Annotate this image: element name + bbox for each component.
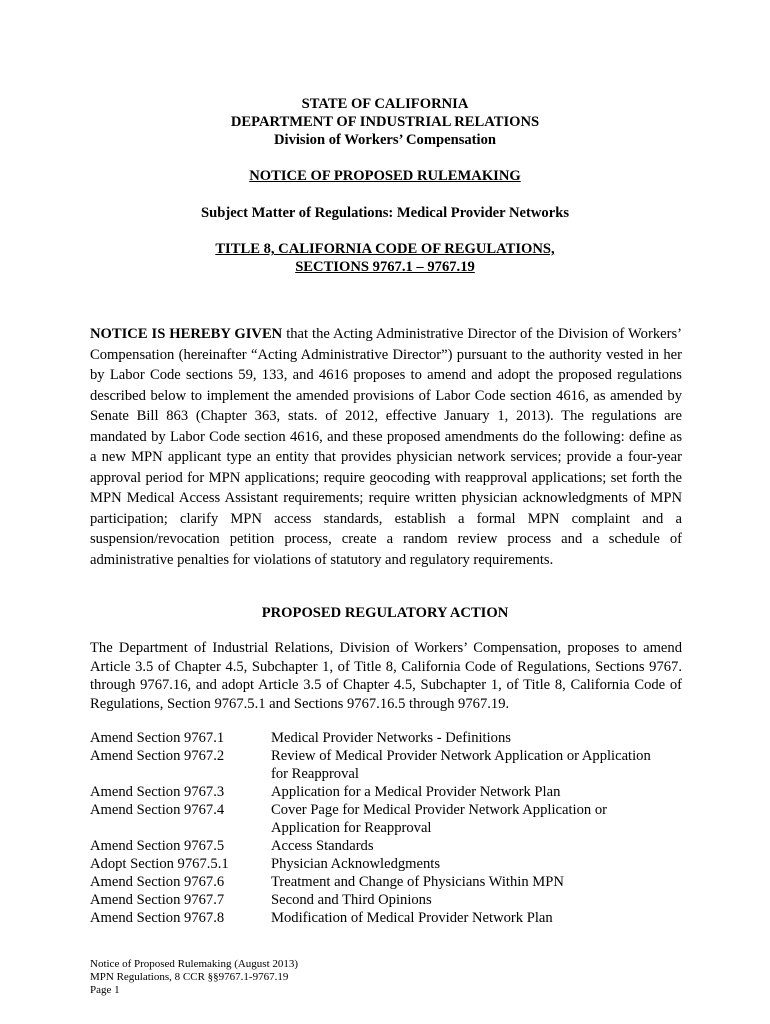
footer-line-2: MPN Regulations, 8 CCR §§9767.1-9767.19 <box>90 971 289 983</box>
section-item <box>90 873 690 891</box>
footer-line-1: Notice of Proposed Rulemaking (August 2013) <box>90 958 299 970</box>
section-item-continuation <box>90 765 690 783</box>
section-action: Amend Section 9767.2 <box>90 748 225 764</box>
notice-body: that the Acting Administrative Director of the Division of Workers’ Compensation (hereinafter “Acting Administrative Director”) pursuant to the authority vested in her by Labor Code sections 59, 133, and 4616 proposes to amend and adopt the proposed regulations described below to implement the amended provisions of Labor Code section 4616, as amended by Senate Bill 863 (Chapter 363, stats. of 2012, effective January 1, 2013). The regulations are mandated by Labor Code section 4616, and these proposed amendments do the following: define as a new MPN applicant type an entity that provides physician network services; provide a four-year approval period for MPN applications; require geocoding with reapproval applications; set forth the MPN Medical Access Assistant requirements; require written physician acknowledgments of MPN participation; clarify MPN access standards, establish a formal MPN complaint and a suspension/revocation petition process, create a random review process and a schedule of administrative penalties for violations of statutory and regulatory requirements. <box>90 326 682 568</box>
title-line-1: TITLE 8, CALIFORNIA CODE OF REGULATIONS, <box>215 241 555 257</box>
notice-paragraph <box>90 324 682 570</box>
section-item <box>90 909 690 927</box>
section-item <box>90 801 690 819</box>
section-item <box>90 855 690 873</box>
section-title: Cover Page for Medical Provider Network Application or <box>271 802 607 818</box>
section-action: Amend Section 9767.3 <box>90 784 225 800</box>
notice-lead: NOTICE IS HEREBY GIVEN <box>90 326 283 342</box>
section-item <box>90 729 690 747</box>
section-title-cont: Application for Reapproval <box>271 820 432 836</box>
section-action: Amend Section 9767.7 <box>90 892 225 908</box>
header-department: DEPARTMENT OF INDUSTRIAL RELATIONS <box>230 114 540 130</box>
sections-list <box>90 729 690 927</box>
section-title: Second and Third Opinions <box>271 892 432 908</box>
section-action: Adopt Section 9767.5.1 <box>90 856 229 872</box>
section-item <box>90 747 690 765</box>
section-action: Amend Section 9767.6 <box>90 874 225 890</box>
footer-page-number: Page 1 <box>90 984 120 996</box>
notice-title: NOTICE OF PROPOSED RULEMAKING <box>249 168 521 184</box>
header-state: STATE OF CALIFORNIA <box>301 96 469 112</box>
subject-line: Subject Matter of Regulations: Medical Provider Networks <box>200 205 570 221</box>
section-action: Amend Section 9767.5 <box>90 838 225 854</box>
section-title: Physician Acknowledgments <box>271 856 441 872</box>
section-action: Amend Section 9767.4 <box>90 802 225 818</box>
section-title-cont: for Reapproval <box>271 766 359 782</box>
section-title: Access Standards <box>271 838 374 854</box>
section-item <box>90 891 690 909</box>
section-title: Modification of Medical Provider Network Plan <box>271 910 553 926</box>
section-action: Amend Section 9767.8 <box>90 910 225 926</box>
section-title: Medical Provider Networks - Definitions <box>271 730 511 746</box>
section-title: Review of Medical Provider Network Application or Application <box>271 748 651 764</box>
section-item-continuation <box>90 819 690 837</box>
proposed-action-paragraph: The Department of Industrial Relations, Division of Workers’ Compensation, proposes to amend Article 3.5 of Chapter 4.5, Subchapter 1, of Title 8, California Code of Regulations, Sections 9767. through 9767.16, and adopt Article 3.5 of Chapter 4.5, Subchapter 1, of Title 8, California Code of Regulations, Section 9767.5.1 and Sections 9767.16.5 through 9767.19. <box>90 640 682 712</box>
section-title: Application for a Medical Provider Network Plan <box>271 784 561 800</box>
title-line-2: SECTIONS 9767.1 – 9767.19 <box>295 259 475 275</box>
proposed-action-heading: PROPOSED REGULATORY ACTION <box>261 605 509 621</box>
page-footer <box>90 958 298 997</box>
section-item <box>90 783 690 801</box>
section-item <box>90 837 690 855</box>
section-action: Amend Section 9767.1 <box>90 730 225 746</box>
header-division: Division of Workers’ Compensation <box>273 132 497 148</box>
section-title: Treatment and Change of Physicians Within MPN <box>271 874 564 890</box>
